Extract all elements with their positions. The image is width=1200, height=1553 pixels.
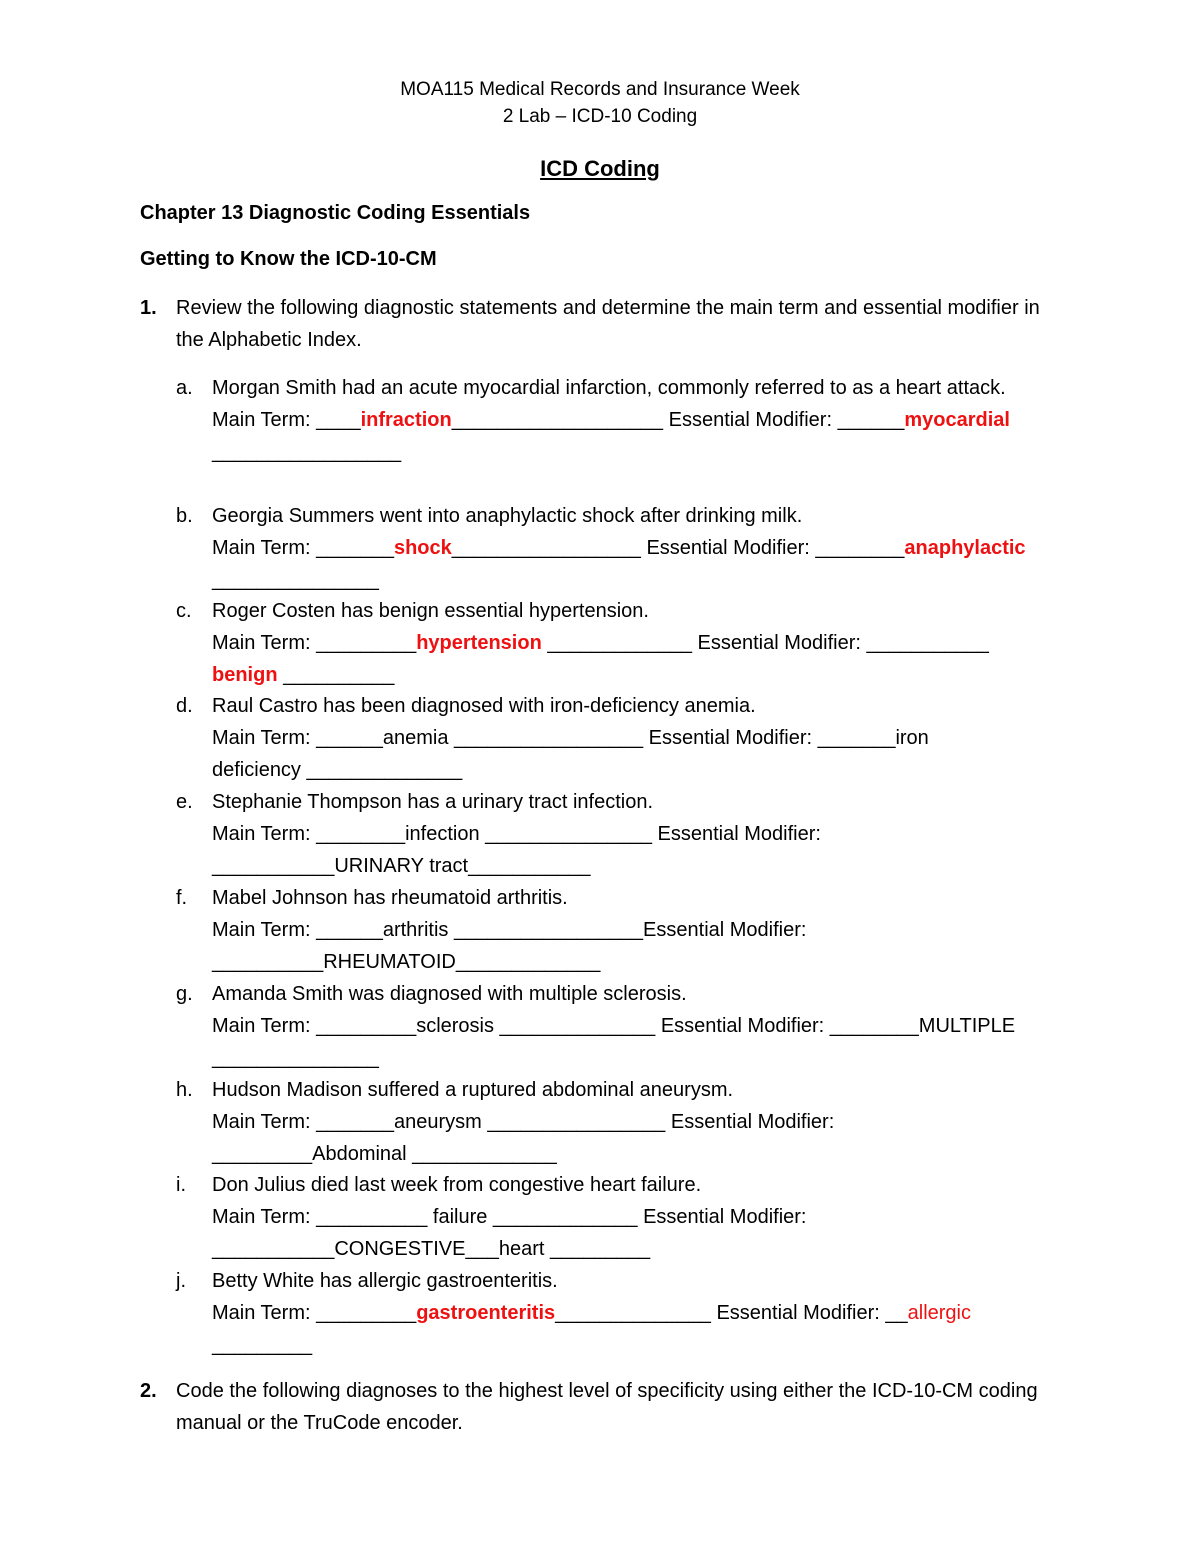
item-letter: g. (176, 983, 193, 1005)
answer-line: ___________CONGESTIVE___heart _________ (212, 1238, 651, 1260)
item-letter: c. (176, 600, 192, 622)
list-item (176, 786, 1056, 882)
item-letter: d. (176, 695, 193, 717)
item-letter: j. (176, 1270, 186, 1292)
answer-line: Main Term: ______anemia _________________ Essential Modifier: _______iron (212, 727, 929, 749)
modifier-answer: myocardial (904, 409, 1010, 431)
answer-line: _______________ (212, 1047, 379, 1069)
item-statement: Hudson Madison suffered a ruptured abdominal aneurysm. (212, 1079, 734, 1101)
main-term-label: Main Term: _________ (212, 1302, 417, 1324)
list-item (176, 978, 1056, 1074)
item-statement: Raul Castro has been diagnosed with iron-deficiency anemia. (212, 695, 756, 717)
question-text: Code the following diagnoses to the highest level of specificity using either the ICD-10-CM coding manual or the TruCode encoder. (176, 1380, 1038, 1434)
modifier-blank: _________ (212, 1334, 313, 1356)
answer-line: Main Term: _________sclerosis ______________ Essential Modifier: ________MULTIPLE (212, 1015, 1016, 1037)
list-item (176, 882, 1056, 978)
item-letter: f. (176, 887, 188, 909)
modifier-label: Essential Modifier: ___________ (697, 632, 989, 654)
main-term-label: Main Term: _______ (212, 537, 394, 559)
answer-line: __________RHEUMATOID_____________ (212, 951, 601, 973)
list-item (176, 595, 1056, 691)
item-letter: e. (176, 791, 193, 813)
list-item (176, 690, 1056, 786)
main-term-blank: ___________________ (451, 409, 669, 431)
question-2 (140, 1375, 1040, 1439)
list-item (176, 500, 1056, 596)
item-statement: Betty White has allergic gastroenteritis. (212, 1270, 558, 1292)
main-term-answer: gastroenteritis (416, 1302, 556, 1324)
main-term-blank: _____________ (541, 632, 698, 654)
answer-line: Main Term: __________ failure _____________ Essential Modifier: (212, 1206, 807, 1228)
section-heading: Getting to Know the ICD-10-CM (140, 248, 437, 270)
modifier-answer: benign (212, 664, 278, 686)
list-item (176, 1169, 1056, 1265)
answer-line: Main Term: _______aneurysm ________________ Essential Modifier: (212, 1111, 835, 1133)
main-term-blank: ______________ (555, 1302, 717, 1324)
modifier-blank: _________________ (212, 441, 402, 463)
item-statement: Morgan Smith had an acute myocardial infarction, commonly referred to as a heart attack. (212, 377, 1006, 399)
list-item (176, 1074, 1056, 1170)
header-line-2: 2 Lab – ICD-10 Coding (502, 106, 698, 127)
main-term-label: Main Term: _________ (212, 632, 417, 654)
header-line-1: MOA115 Medical Records and Insurance Week (400, 79, 800, 100)
modifier-blank: _______________ (212, 569, 379, 591)
main-term-blank: _________________ (451, 537, 647, 559)
modifier-blank: __________ (277, 664, 395, 686)
item-statement: Georgia Summers went into anaphylactic shock after drinking milk. (212, 505, 803, 527)
answer-line: ___________URINARY tract___________ (212, 855, 591, 877)
main-term-answer: shock (393, 537, 452, 559)
question-number: 1. (140, 297, 157, 319)
item-statement: Don Julius died last week from congestive heart failure. (212, 1174, 702, 1196)
main-term-answer: hypertension (416, 632, 542, 654)
item-letter: a. (176, 377, 193, 399)
modifier-answer: allergic (907, 1302, 971, 1324)
item-letter: i. (176, 1174, 186, 1196)
list-item (176, 1265, 1056, 1361)
document-header (0, 76, 1200, 130)
item-letter: h. (176, 1079, 193, 1101)
item-statement: Mabel Johnson has rheumatoid arthritis. (212, 887, 568, 909)
answer-line: _________Abdominal _____________ (212, 1143, 557, 1165)
modifier-label: Essential Modifier: ______ (668, 409, 905, 431)
chapter-heading: Chapter 13 Diagnostic Coding Essentials (140, 202, 531, 224)
modifier-label: Essential Modifier: ________ (646, 537, 905, 559)
modifier-label: Essential Modifier: __ (716, 1302, 908, 1324)
answer-line: Main Term: ______arthritis _________________Essential Modifier: (212, 919, 807, 941)
modifier-answer: anaphylactic (904, 537, 1026, 559)
answer-line: Main Term: ________infection _______________ Essential Modifier: (212, 823, 821, 845)
item-statement: Stephanie Thompson has a urinary tract infection. (212, 791, 653, 813)
item-letter: b. (176, 505, 193, 527)
question-number: 2. (140, 1380, 157, 1402)
main-term-label: Main Term: ____ (212, 409, 361, 431)
answer-line: deficiency ______________ (212, 759, 463, 781)
item-statement: Amanda Smith was diagnosed with multiple sclerosis. (212, 983, 687, 1005)
question-1 (140, 292, 1040, 356)
list-item (176, 372, 1056, 468)
question-text: Review the following diagnostic statements and determine the main term and essential modifier in the Alphabetic Index. (176, 297, 1040, 351)
page-title: ICD Coding (540, 156, 660, 181)
main-term-answer: infraction (360, 409, 452, 431)
item-statement: Roger Costen has benign essential hypertension. (212, 600, 649, 622)
